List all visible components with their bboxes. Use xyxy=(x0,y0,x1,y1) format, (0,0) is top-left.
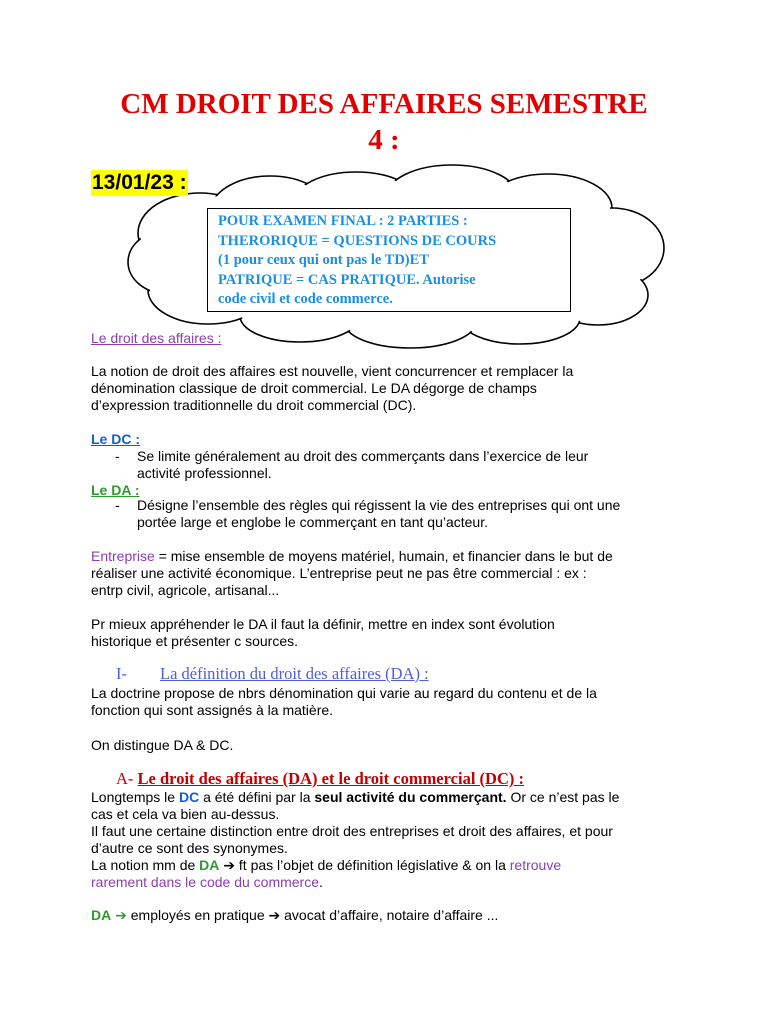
callout-line-3: (1 pour ceux qui ont pas le TD)ET xyxy=(218,252,429,269)
intro-line: d’expression traditionnelle du droit commercial (DC). xyxy=(91,397,417,413)
distingue-line: On distingue DA & DC. xyxy=(91,737,234,753)
heading-1 xyxy=(116,664,429,684)
bold-phrase: seul activité du commerçant. xyxy=(314,789,507,805)
longtemps-paragraph xyxy=(91,789,691,891)
da-term: DA xyxy=(199,857,220,873)
distingue-paragraph xyxy=(91,737,691,754)
apprehend-line: historique et présenter c sources. xyxy=(91,633,298,649)
doctrine-paragraph xyxy=(91,685,691,719)
section-label-text: Le droit des affaires : xyxy=(91,330,222,346)
heading-2 xyxy=(116,769,524,789)
heading-1-number: I- xyxy=(116,664,127,683)
heading-2-title: Le droit des affaires (DA) et le droit commercial (DC) : xyxy=(137,769,524,788)
dc-item-line: activité professionnel. xyxy=(137,465,272,481)
section-label xyxy=(91,330,691,347)
title-line-2: 4 : xyxy=(368,124,400,156)
longtemps-line: cas et cela va bien au-dessus. xyxy=(91,806,280,822)
doctrine-line: La doctrine propose de nbrs dénomination qui varie au regard du contenu et de la xyxy=(91,685,597,701)
entreprise-line: réaliser une activité économique. L’entreprise peut ne pas être commercial : ex : xyxy=(91,565,587,581)
da-label-text: Le DA : xyxy=(91,482,140,498)
text-span: . xyxy=(319,874,323,890)
callout-line-4: PATRIQUE = CAS PRATIQUE. Autorise xyxy=(218,271,476,288)
entreprise-paragraph xyxy=(91,548,691,599)
text-span: avocat d’affaire, notaire d’affaire ... xyxy=(280,907,499,923)
text-span: a été défini par la xyxy=(199,789,315,805)
text-span: employés en pratique xyxy=(126,907,269,923)
text-span: Longtemps le xyxy=(91,789,179,805)
heading-2-number: A- xyxy=(116,769,134,788)
arrow-icon: ➔ xyxy=(219,857,236,873)
distinction-line: Il faut une certaine distinction entre droit des entreprises et droit des affaires, et pour xyxy=(91,823,613,839)
callout-line-5: code civil et code commerce. xyxy=(218,291,393,308)
intro-line: La notion de droit des affaires est nouvelle, vient concurrencer et remplacer la xyxy=(91,363,574,379)
dc-term: DC xyxy=(178,789,200,805)
exam-callout-box xyxy=(207,208,571,312)
title-line-1: CM DROIT DES AFFAIRES SEMESTRE xyxy=(120,88,648,120)
intro-paragraph xyxy=(91,363,691,414)
dc-list-item xyxy=(115,448,675,482)
dash-bullet: - xyxy=(115,448,120,464)
entreprise-line: entrp civil, agricole, artisanal... xyxy=(91,582,280,598)
da-list-item xyxy=(115,497,675,531)
callout-line-1: POUR EXAMEN FINAL : 2 PARTIES : xyxy=(218,213,468,229)
dc-item-line: Se limite généralement au droit des commerçants dans l’exercice de leur xyxy=(137,448,589,464)
apprehend-line: Pr mieux appréhender le DA il faut la définir, mettre en index sont évolution xyxy=(91,616,555,632)
text-span: La notion mm de xyxy=(91,857,200,873)
da-item-line: Désigne l’ensemble des règles qui régissent la vie des entreprises qui ont une xyxy=(137,497,621,513)
distinction-line: d’autre ce sont des synonymes. xyxy=(91,840,288,856)
dc-label-text: Le DC : xyxy=(91,431,140,447)
da-item-line: portée large et englobe le commerçant en tant qu’acteur. xyxy=(137,514,488,530)
entreprise-term: Entreprise xyxy=(91,548,155,564)
heading-1-title: La définition du droit des affaires (DA) : xyxy=(160,664,429,683)
entreprise-definition: = mise ensemble de moyens matériel, humain, et financier dans le but de xyxy=(154,548,613,564)
dc-label xyxy=(91,431,691,448)
da-term: DA xyxy=(91,907,112,923)
callout-line-2: THERORIQUE = QUESTIONS DE COURS xyxy=(218,232,497,249)
arrow-icon: ➔ xyxy=(111,907,127,923)
text-span: Or ce n’est pas le xyxy=(506,789,620,805)
purple-phrase: rarement dans le code du commerce xyxy=(91,874,319,890)
apprehend-paragraph xyxy=(91,616,691,650)
doctrine-line: fonction qui sont assignés à la matière. xyxy=(91,702,334,718)
text-span: ft pas l’objet de définition législative & on la xyxy=(235,857,510,873)
intro-line: dénomination classique de droit commercial. Le DA dégorge de champs xyxy=(91,380,537,396)
date-highlight: 13/01/23 : xyxy=(92,171,187,194)
employes-paragraph xyxy=(91,907,691,924)
purple-phrase: retrouve xyxy=(509,857,562,873)
dash-bullet: - xyxy=(115,497,120,513)
arrow-icon: ➔ xyxy=(268,907,281,923)
